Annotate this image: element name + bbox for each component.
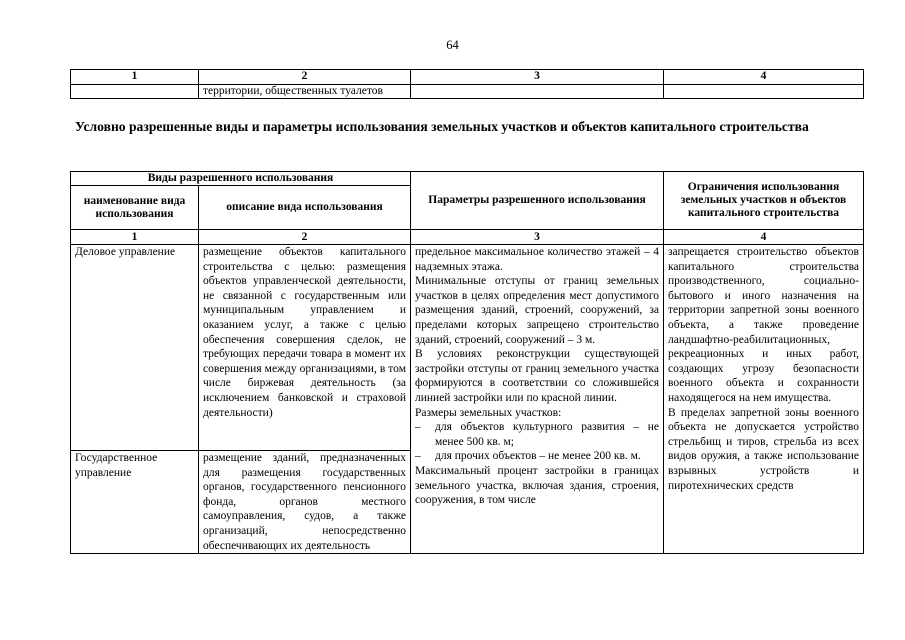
- use-name-cell: Деловое управление: [71, 245, 199, 451]
- dash-marker: –: [415, 450, 421, 463]
- parameters-cell: [411, 245, 664, 554]
- land-use-table: [70, 171, 864, 554]
- continuation-table: [70, 69, 864, 99]
- page-number: 64: [446, 38, 459, 52]
- list-item-text: для прочих объектов – не менее 200 кв. м.: [435, 450, 641, 463]
- column-number: 4: [664, 70, 864, 85]
- table-cell: [411, 84, 664, 99]
- header-group-cell: Виды разрешенного использования: [71, 172, 411, 186]
- header-parameters: Параметры разрешенного использования: [411, 172, 664, 230]
- column-number-row: [71, 70, 864, 85]
- parameter-text: предельное максимальное количество этажей – 4 надземных этажа.: [415, 246, 659, 273]
- use-name-cell: Государственное управление: [71, 451, 199, 554]
- header-use-description: описание вида использования: [199, 186, 411, 230]
- column-number: 2: [199, 70, 411, 85]
- column-number-row: [71, 230, 864, 245]
- use-description-cell: размещение объектов капитального строительства с целью: размещения объектов управленческой деятельности, не связанной с государственным или муниципальным управлением и оказанием услуг, а также с целью обеспечения совершения сделок, не требующих передачи товара в момент их совершения между организациями, в том числе биржевая деятельность (за исключением банковской и страховой деятельности): [199, 245, 411, 451]
- column-number: 3: [411, 70, 664, 85]
- restriction-text: В пределах запретной зоны военного объекта не допускается устройство стрельбищ и тиров, стрельба из всех видов оружия, а также использование взрывных устройств и пиротехнических средств: [668, 406, 859, 492]
- restriction-text: запрещается строительство объектов капитального строительства производственного, социально-бытового и иного назначения на территории запретной зоны военного объекта, а также проведение ландшафтно-реабилитационных, рекреационных и иных работ, создающих угрозу безопасности военного объекта и сохранности находящегося на нем имущества.: [668, 246, 859, 404]
- table-cell: [71, 84, 199, 99]
- table-row: [71, 84, 864, 99]
- column-number: 4: [664, 230, 864, 245]
- header-restrictions: Ограничения использования земельных участков и объектов капитального строительства: [664, 172, 864, 230]
- dash-marker: –: [415, 421, 421, 434]
- table-cell: [664, 84, 864, 99]
- list-item: [415, 420, 659, 449]
- header-row: [71, 172, 864, 186]
- header-use-name: наименование вида использования: [71, 186, 199, 230]
- column-number: 1: [71, 70, 199, 85]
- list-item-text: для объектов культурного развития – не менее 500 кв. м;: [435, 421, 659, 448]
- parameter-text: Максимальный процент застройки в границах земельного участка, включая здания, строения, сооружения, в том числе: [415, 464, 659, 507]
- parameter-text: Минимальные отступы от границ земельных участков в целях определения мест допустимого размещения зданий, строений, сооружений, за пределами которых запрещено строительство зданий, строений, сооружений – 3 м.: [415, 275, 659, 346]
- table-cell: территории, общественных туалетов: [199, 84, 411, 99]
- parameter-text: В условиях реконструкции существующей застройки отступы от границ земельного участка формируются в соответствии со сложившейся линией застройки или по красной линии.: [415, 348, 659, 404]
- table-row: [71, 245, 864, 451]
- column-number: 3: [411, 230, 664, 245]
- column-number: 2: [199, 230, 411, 245]
- use-description-cell: размещение зданий, предназначенных для размещения государственных органов, государственного пенсионного фонда, органов местного самоуправления, судов, а также организаций, непосредственно обеспечивающих их деятельность: [199, 451, 411, 554]
- restrictions-cell: [664, 245, 864, 554]
- section-heading: Условно разрешенные виды и параметры использования земельных участков и объектов капитального строительства: [75, 119, 809, 134]
- parameter-text: Размеры земельных участков:: [415, 406, 562, 419]
- column-number: 1: [71, 230, 199, 245]
- list-item: [415, 449, 659, 464]
